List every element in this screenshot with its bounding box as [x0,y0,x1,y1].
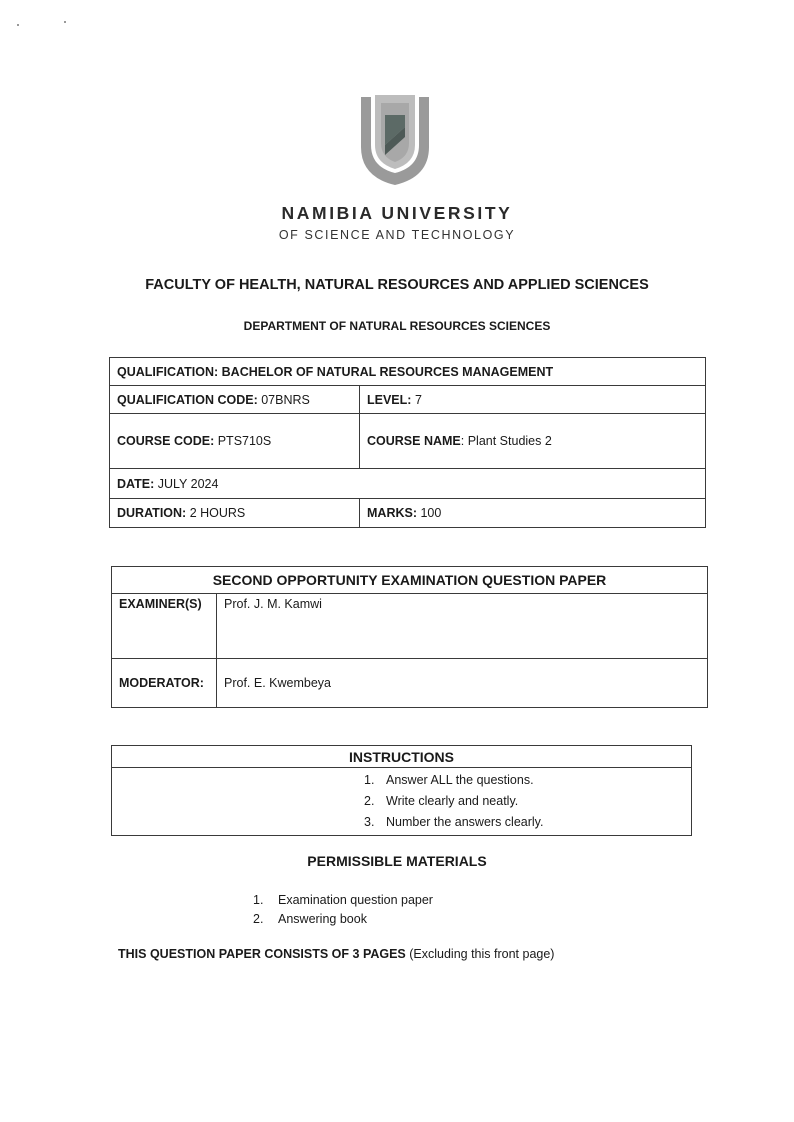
page-count-note [118,947,554,961]
university-name: NAMIBIA UNIVERSITY [281,203,513,223]
duration-label: DURATION: [117,506,187,520]
scan-speck [17,24,19,26]
course-name-cell [360,414,706,469]
qualification-value: BACHELOR OF NATURAL RESOURCES MANAGEMENT [221,364,554,379]
marks-label: MARKS: [367,506,417,520]
course-info-table [109,357,706,528]
moderator-label: MODERATOR: [112,659,217,708]
qualification-label: QUALIFICATION: [117,364,219,379]
instructions-body [112,768,692,836]
list-number: 2. [364,794,375,808]
list-text: Examination question paper [278,893,433,907]
university-subtitle: OF SCIENCE AND TECHNOLOGY [278,228,516,242]
qualification-cell [110,358,706,386]
materials-list [253,891,433,929]
course-code-label: COURSE CODE: [117,434,215,448]
materials-title: PERMISSIBLE MATERIALS [307,853,487,869]
instructions-title: INSTRUCTIONS [112,746,692,768]
page-count-normal: (Excluding this front page) [405,947,555,961]
marks-cell [360,499,706,528]
qualification-code-label: QUALIFICATION CODE: [117,392,258,407]
qualification-code-value: 07BNRS [261,392,310,407]
list-item [364,791,691,812]
list-item [364,770,691,791]
duration-cell [110,499,360,528]
course-code-value: PTS710S [217,434,272,448]
level-value: 7 [414,392,422,407]
scan-speck [64,21,66,23]
course-name-label: COURSE NAME [367,434,461,448]
instructions-list [112,768,691,835]
list-number: 3. [364,815,375,829]
course-name-value: : Plant Studies 2 [460,434,552,448]
list-text: Number the answers clearly. [386,815,544,829]
instructions-table [111,745,692,836]
examiner-table [111,566,708,708]
marks-value: 100 [420,506,442,520]
examiner-value: Prof. J. M. Kamwi [217,594,708,659]
list-item [253,891,433,910]
university-logo-icon [355,93,435,187]
page-count-bold: THIS QUESTION PAPER CONSISTS OF 3 PAGES [118,947,406,961]
department-heading: DEPARTMENT OF NATURAL RESOURCES SCIENCES [243,319,551,333]
duration-value: 2 HOURS [189,506,246,520]
list-number: 2. [253,912,264,926]
list-item [364,812,691,833]
list-number: 1. [253,893,264,907]
qualification-code-cell [110,386,360,414]
level-label: LEVEL: [367,392,412,407]
exam-title: SECOND OPPORTUNITY EXAMINATION QUESTION PAPER [112,567,708,594]
list-text: Write clearly and neatly. [386,794,519,808]
date-label: DATE: [117,476,155,491]
date-value: JULY 2024 [157,476,219,491]
course-code-cell [110,414,360,469]
list-text: Answer ALL the questions. [386,773,534,787]
examiner-label: EXAMINER(S) [112,594,217,659]
list-text: Answering book [278,912,367,926]
date-cell [110,469,706,499]
list-item [253,910,433,929]
level-cell [360,386,706,414]
faculty-heading: FACULTY OF HEALTH, NATURAL RESOURCES AND APPLIED SCIENCES [145,277,649,293]
moderator-value: Prof. E. Kwembeya [217,659,708,708]
list-number: 1. [364,773,375,787]
